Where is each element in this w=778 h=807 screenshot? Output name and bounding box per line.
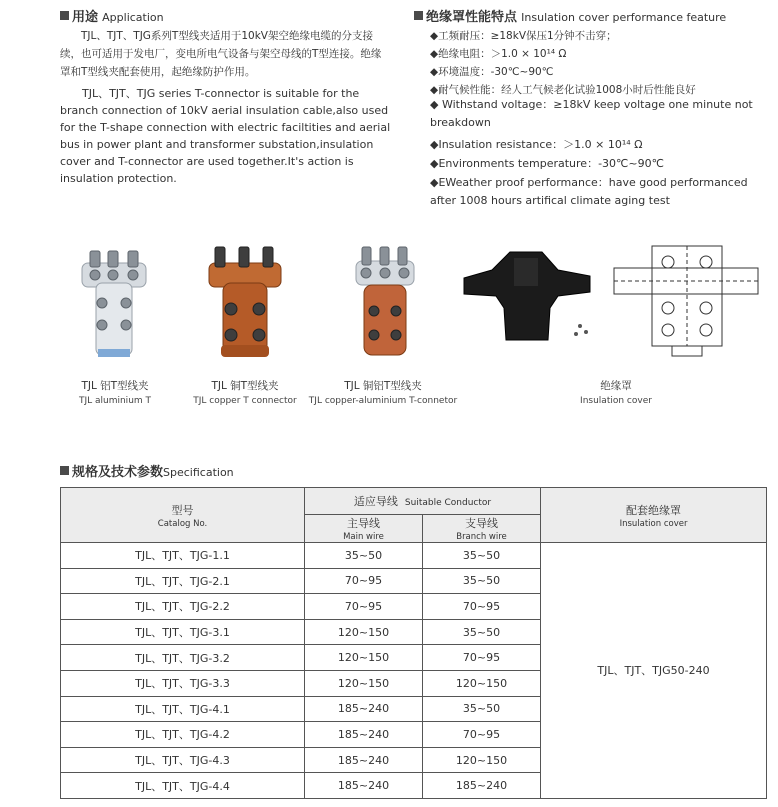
table-row xyxy=(61,543,767,569)
branch-wire-cell: 70~95 xyxy=(423,594,541,620)
caption-aluminium: TJL 铝T型线夹 TJL aluminium T xyxy=(78,380,152,406)
copper-aluminium-t-connector-image xyxy=(352,243,418,361)
catalog-cell: TJL、TJT、TJG-4.1 xyxy=(61,696,305,722)
catalog-cell: TJL、TJT、TJG-3.3 xyxy=(61,670,305,696)
feature-item: ◆工频耐压：≥18kV保压1分钟不击穿； xyxy=(430,30,617,42)
caption-copper: TJL 铜T型线夹 TJL copper T connector xyxy=(193,380,297,406)
feature-item: ◆EWeather proof performance：have good performanced after 1008 hours artifical climate aging test xyxy=(430,176,748,207)
insulation-cover-cell: TJL、TJT、TJG50-240 xyxy=(541,543,767,799)
main-wire-cell: 70~95 xyxy=(305,594,423,620)
spec-table xyxy=(60,487,767,799)
square-bullet-icon xyxy=(60,11,69,20)
catalog-cell: TJL、TJT、TJG-4.4 xyxy=(61,773,305,799)
catalog-cell: TJL、TJT、TJG-2.1 xyxy=(61,568,305,594)
catalog-cell: TJL、TJT、TJG-3.1 xyxy=(61,619,305,645)
caption-copper-aluminium: TJL 铜铝T型线夹 TJL copper-aluminium T-connetor xyxy=(308,380,458,406)
insulation-cover-image xyxy=(462,248,592,348)
main-wire-cell: 185~240 xyxy=(305,696,423,722)
square-bullet-icon xyxy=(414,11,423,20)
catalog-cell: TJL、TJT、TJG-4.2 xyxy=(61,722,305,748)
main-wire-cell: 70~95 xyxy=(305,568,423,594)
branch-wire-cell: 120~150 xyxy=(423,747,541,773)
main-wire-cell: 185~240 xyxy=(305,722,423,748)
main-wire-cell: 185~240 xyxy=(305,773,423,799)
main-wire-cell: 120~150 xyxy=(305,619,423,645)
branch-wire-cell: 35~50 xyxy=(423,568,541,594)
branch-wire-cell: 185~240 xyxy=(423,773,541,799)
feature-item: ◆绝缘电阻：＞1.0 × 10¹⁴ Ω xyxy=(430,48,567,60)
branch-wire-cell: 70~95 xyxy=(423,645,541,671)
spec-title: 规格及技术参数Specification xyxy=(60,461,234,480)
header-main-wire: 主导线 Main wire xyxy=(305,515,423,543)
application-cn-text: TJL、TJT、TJG系列T型线夹适用于10kV架空绝缘电缆的分支接续，也可适用于发电厂，变电所电气设备与架空母线的T型连接。绝缘罩和T型线夹配套使用，起绝缘防护作用。 xyxy=(60,30,382,78)
performance-cn-list xyxy=(430,27,770,99)
feature-item: ◆环境温度：-30℃~90℃ xyxy=(430,66,554,78)
branch-wire-cell: 120~150 xyxy=(423,670,541,696)
application-title: 用途 Application xyxy=(60,6,164,25)
branch-wire-cell: 70~95 xyxy=(423,722,541,748)
insulation-cover-drawing xyxy=(610,238,762,360)
aluminium-t-connector-image xyxy=(78,245,150,360)
branch-wire-cell: 35~50 xyxy=(423,619,541,645)
performance-en-list xyxy=(430,96,768,210)
main-wire-cell: 120~150 xyxy=(305,645,423,671)
catalog-cell: TJL、TJT、TJG-3.2 xyxy=(61,645,305,671)
performance-title: 绝缘罩性能特点 Insulation cover performance feature xyxy=(414,6,726,25)
copper-t-connector-image xyxy=(205,243,285,361)
feature-item: ◆ Withstand voltage：≥18kV keep voltage one minute not breakdown xyxy=(430,98,753,129)
catalog-cell: TJL、TJT、TJG-1.1 xyxy=(61,543,305,569)
feature-item: ◆Environments temperature：-30℃~90℃ xyxy=(430,157,664,170)
feature-item: ◆Insulation resistance：＞1.0 × 10¹⁴ Ω xyxy=(430,138,643,151)
main-wire-cell: 35~50 xyxy=(305,543,423,569)
application-en-text: TJL、TJT、TJG series T-connector is suitable for the branch connection of 10kV aerial insulation cable,also used for the T-shape connection with electric faciltities and aerial bus in power plant and transformer substation,insulation cover and T-connector are used together.It's action is insulation protection. xyxy=(60,87,391,185)
main-wire-cell: 120~150 xyxy=(305,670,423,696)
caption-insulation-cover: 绝缘罩 Insulation cover xyxy=(580,380,652,406)
catalog-cell: TJL、TJT、TJG-2.2 xyxy=(61,594,305,620)
branch-wire-cell: 35~50 xyxy=(423,543,541,569)
square-bullet-icon xyxy=(60,466,69,475)
feature-item: ◆耐气候性能：经人工气候老化试验1008小时后性能良好 xyxy=(430,84,696,96)
main-wire-cell: 185~240 xyxy=(305,747,423,773)
header-branch-wire: 支导线 Branch wire xyxy=(423,515,541,543)
header-insulation-cover: 配套绝缘罩 Insulation cover xyxy=(541,488,767,543)
catalog-cell: TJL、TJT、TJG-4.3 xyxy=(61,747,305,773)
header-catalog-no: 型号 Catalog No. xyxy=(61,488,305,543)
header-suitable-conductor: 适应导线 Suitable Conductor xyxy=(305,488,541,515)
branch-wire-cell: 35~50 xyxy=(423,696,541,722)
